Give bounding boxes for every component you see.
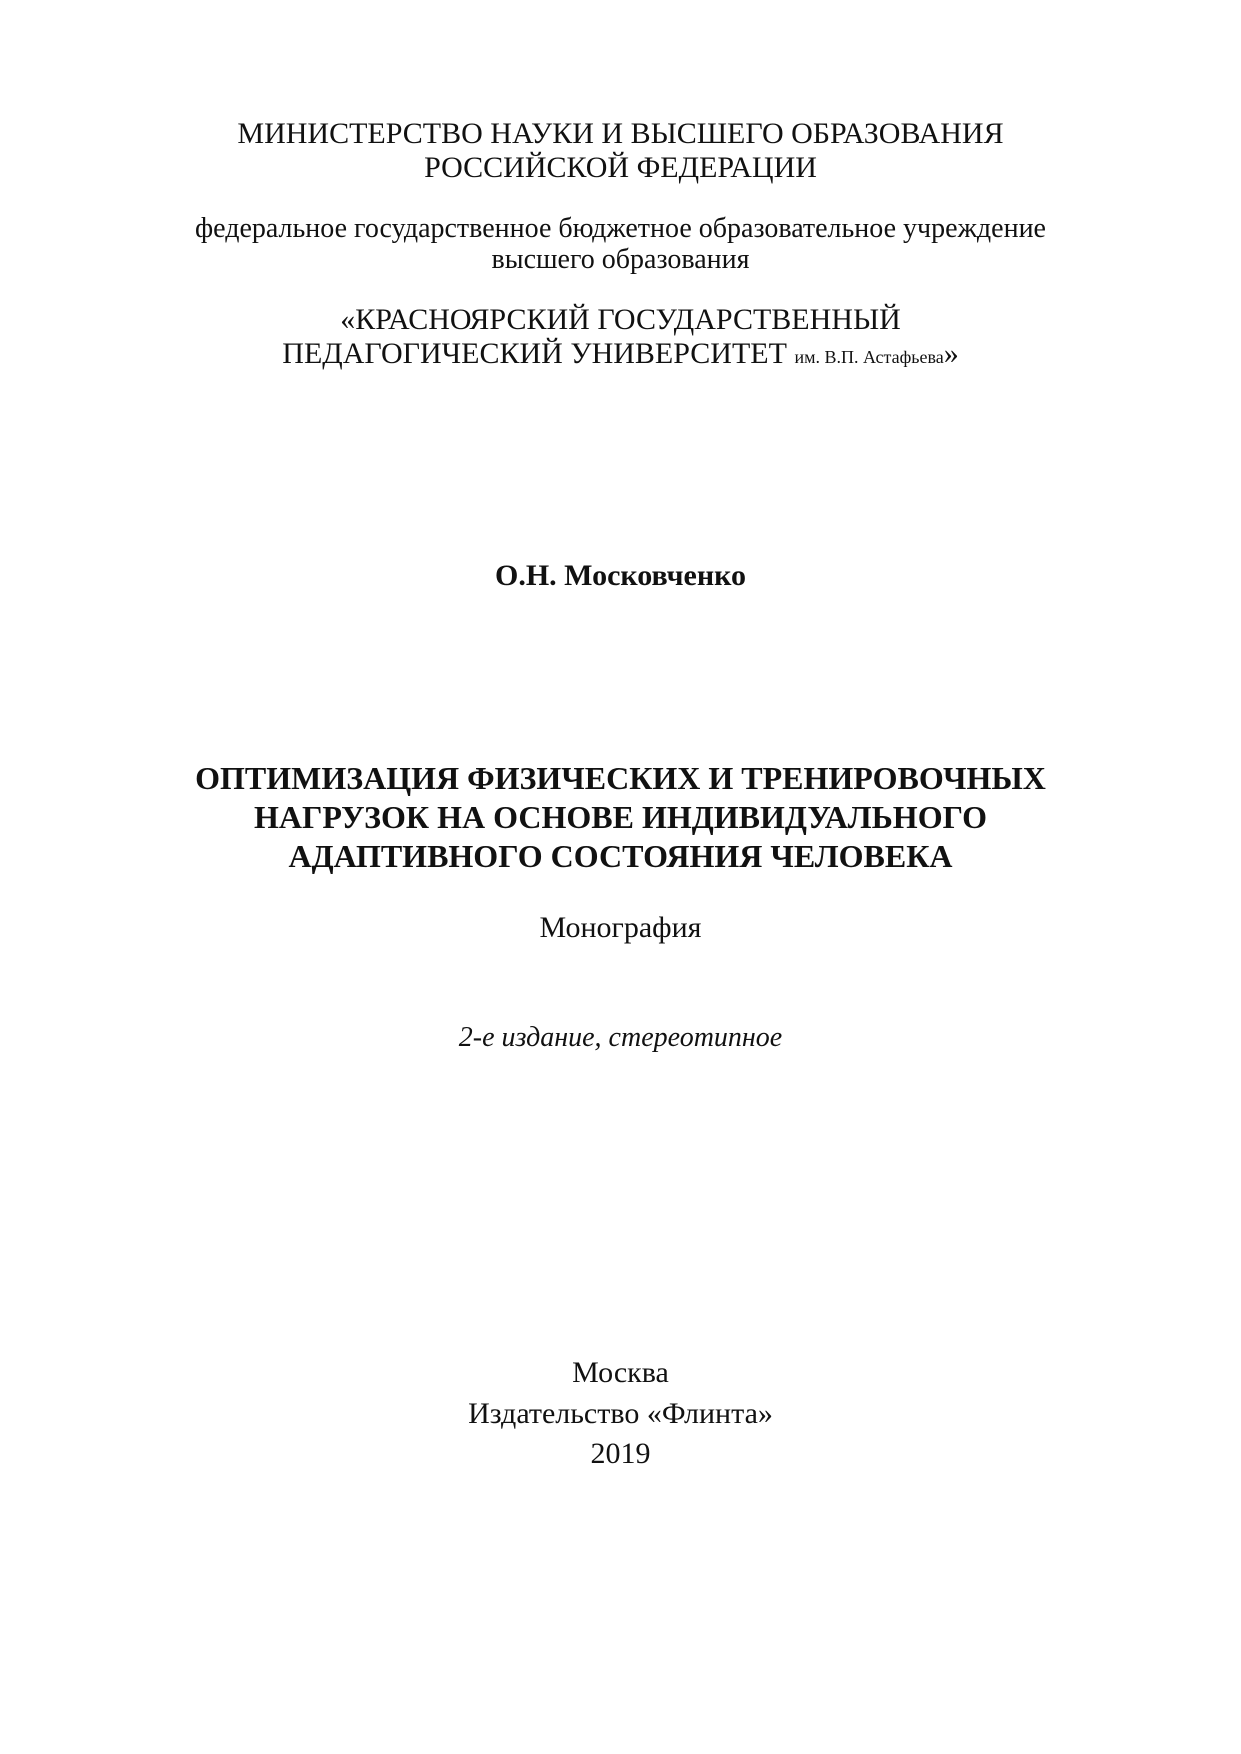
book-title-line-2: НАГРУЗОК НА ОСНОВЕ ИНДИВИДУАЛЬНОГО <box>253 799 988 835</box>
imprint-year: 2019 <box>590 1437 651 1470</box>
ministry-line-2: РОССИЙСКОЙ ФЕДЕРАЦИИ <box>424 151 817 184</box>
imprint-city: Москва <box>572 1356 669 1389</box>
institution-type-line-1: федеральное государственное бюджетное образовательное учреждение <box>195 213 1046 244</box>
university-name-line-2 <box>0 337 1241 371</box>
university-name-line-1: «КРАСНОЯРСКИЙ ГОСУДАРСТВЕННЫЙ <box>340 303 901 336</box>
institution-type-line-2: высшего образования <box>491 244 750 275</box>
genre-label: Монография <box>539 911 702 944</box>
ministry-line-1: МИНИСТЕРСТВО НАУКИ И ВЫСШЕГО ОБРАЗОВАНИЯ <box>237 117 1004 150</box>
university-name-honorific: им. В.П. Астафьева <box>794 347 944 367</box>
book-title-line-3: АДАПТИВНОГО СОСТОЯНИЯ ЧЕЛОВЕКА <box>288 838 953 874</box>
imprint-publisher: Издательство «Флинта» <box>468 1397 773 1430</box>
author-name: О.Н. Московченко <box>494 559 746 592</box>
book-title-line-1: ОПТИМИЗАЦИЯ ФИЗИЧЕСКИХ И ТРЕНИРОВОЧНЫХ <box>195 760 1046 796</box>
university-name-main: ПЕДАГОГИЧЕСКИЙ УНИВЕРСИТЕТ <box>282 337 787 370</box>
edition-label: 2-е издание, стереотипное <box>458 1022 783 1053</box>
university-name-closing-quote: » <box>943 337 959 370</box>
